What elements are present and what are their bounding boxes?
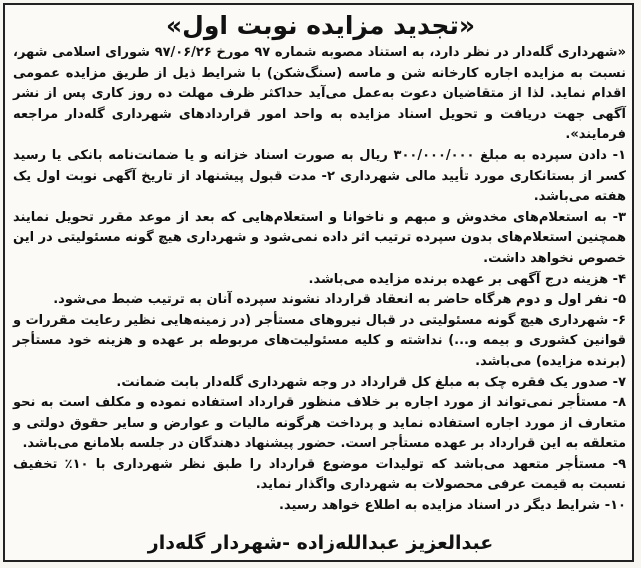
condition-item-1-2: ۱- دادن سپرده به مبلغ ۳۰۰/۰۰۰/۰۰۰ ریال به صورت اسناد خزانه و یا ضمانت‌نامه بانکی یا رسید کسر از بستانکاری مورد تأیید مالی شهرداری ۲- مدت قبول پیشنهاد از تاریخ آگهی نوبت اول یک هفته می‌باشد.: [13, 147, 626, 205]
condition-item-5: ۵- نفر اول و دوم هرگاه حاضر به انعقاد قرارداد نشوند سپرده آنان به ترتیب ضبط می‌شود.: [53, 292, 626, 308]
notice-body: [13, 43, 626, 517]
condition-item-6: ۶- شهرداری هیچ گونه مسئولیتی در قبال نیروهای مستأجر (در زمینه‌هایی نظیر رعایت مقررات و قوانین کشوری و بیمه و...) نداشته و کلیه مسئولیت‌های مربوطه بر عهده و هزینه خود مستأجر (برنده مزایده) می‌باشد.: [13, 312, 626, 369]
notice-title: «تجدید مزایده نوبت اول»: [166, 11, 475, 40]
notice-intro: «شهرداری گله‌دار در نظر دارد، به استناد مصوبه شماره ۹۷ مورخ ۹۷/۰۶/۲۶ شورای اسلامی شهر، نسبت به مزایده اجاره کارخانه شن و ماسه (سنگ‌شکن) با شرایط ذیل از طریق مزایده عمومی اقدام نماید. لذا از متقاضیان دعوت به‌عمل می‌آید حداکثر ظرف مهلت ده روز کاری پس از نشر آگهی جهت دریافت و تحویل اسناد مزایده به واحد امور قراردادهای شهرداری گله‌دار مراجعه فرمایند».: [13, 45, 626, 143]
notice-signature: عبدالعزیز عبدالله‌زاده -شهردار گله‌دار: [147, 532, 494, 554]
condition-item-3: ۳- به استعلام‌های مخدوش و مبهم و ناخوانا و استعلام‌هایی که بعد از موعد مقرر تحویل نمایند همچنین استعلام‌های بدون سپرده ترتیب اثر داده نمی‌شود و شهرداری هیچ گونه مسئولیتی در این خصوص نخواهد داشت.: [13, 209, 626, 266]
condition-item-9: ۹- مستأجر متعهد می‌باشد که تولیدات موضوع قرارداد را طبق نظر شهرداری با ۱۰٪ تخفیف نسبت به قیمت عرفی محصولات به شهرداری واگذار نماید.: [13, 456, 626, 493]
condition-item-10: ۱۰- شرایط دیگر در اسناد مزایده به اطلاع خواهد رسید.: [279, 498, 626, 514]
condition-item-8: ۸- مستأجر نمی‌تواند از مورد اجاره بر خلاف منظور قرارداد استفاده نموده و مکلف است به نحو متعارف از مورد اجاره استفاده نماید و پرداخت هرگونه مالیات و عوارض و سایر حقوق دولتی و متعلقه به این قرارداد بر عهده مستأجر است. حضور پیشنهاد دهندگان در جلسه بلامانع می‌باشد.: [13, 395, 626, 452]
notice-frame: [3, 3, 634, 562]
condition-item-4: ۴- هزینه درج آگهی بر عهده برنده مزایده می‌باشد.: [308, 271, 626, 287]
condition-item-7: ۷- صدور یک فقره چک به مبلغ کل قرارداد در وجه شهرداری گله‌دار بابت ضمانت.: [116, 374, 626, 390]
